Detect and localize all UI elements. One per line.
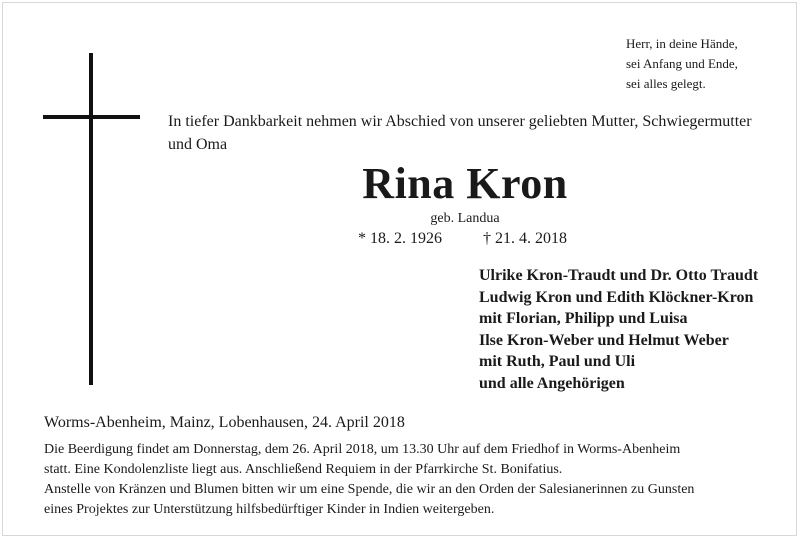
mourner-line: mit Ruth, Paul und Uli — [479, 353, 636, 370]
place-date: Worms-Abenheim, Mainz, Lobenhausen, 24. April 2018 — [44, 414, 405, 431]
funeral-line: statt. Eine Kondolenzliste liegt aus. Anschließend Requiem in der Pfarrkirche St. Bonifatius. — [44, 462, 563, 477]
mourner-line: und alle Angehörigen — [479, 374, 625, 392]
funeral-line: eines Projektes zur Unterstützung hilfsbedürftiger Kinder in Indien weitergeben. — [44, 502, 495, 517]
mourner-line: Ulrike Kron-Traudt und Dr. Otto Traudt — [479, 267, 759, 284]
mourner-line: mit Florian, Philipp und Luisa — [479, 310, 688, 327]
funeral-info — [44, 440, 784, 520]
birth-date: * 18. 2. 1926 — [358, 230, 442, 247]
mourner-line: Ilse Kron-Weber und Helmut Weber — [479, 331, 729, 349]
mourners-list — [479, 265, 789, 394]
death-date: † 21. 4. 2018 — [483, 230, 567, 247]
maiden-name: geb. Landua — [430, 211, 500, 226]
funeral-line: Anstelle von Kränzen und Blumen bitten wir um eine Spende, die wir an den Orden der Salesianerinnen zu Gunsten — [44, 482, 695, 497]
mourner-line: Ludwig Kron und Edith Klöckner-Kron — [479, 288, 754, 306]
verse-line: Herr, in deine Hände, — [626, 36, 738, 51]
deceased-name: Rina Kron — [362, 159, 568, 208]
verse-line: sei Anfang und Ende, — [626, 56, 738, 71]
bible-verse — [626, 34, 786, 94]
funeral-line: Die Beerdigung findet am Donnerstag, dem 26. April 2018, um 13.30 Uhr auf dem Friedhof in Worms-Abenheim — [44, 442, 681, 457]
verse-line: sei alles gelegt. — [626, 76, 706, 91]
intro-text: In tiefer Dankbarkeit nehmen wir Abschied von unserer geliebten Mutter, Schwiegermutter und Oma — [168, 113, 752, 153]
cross-horizontal-bar — [43, 115, 140, 119]
